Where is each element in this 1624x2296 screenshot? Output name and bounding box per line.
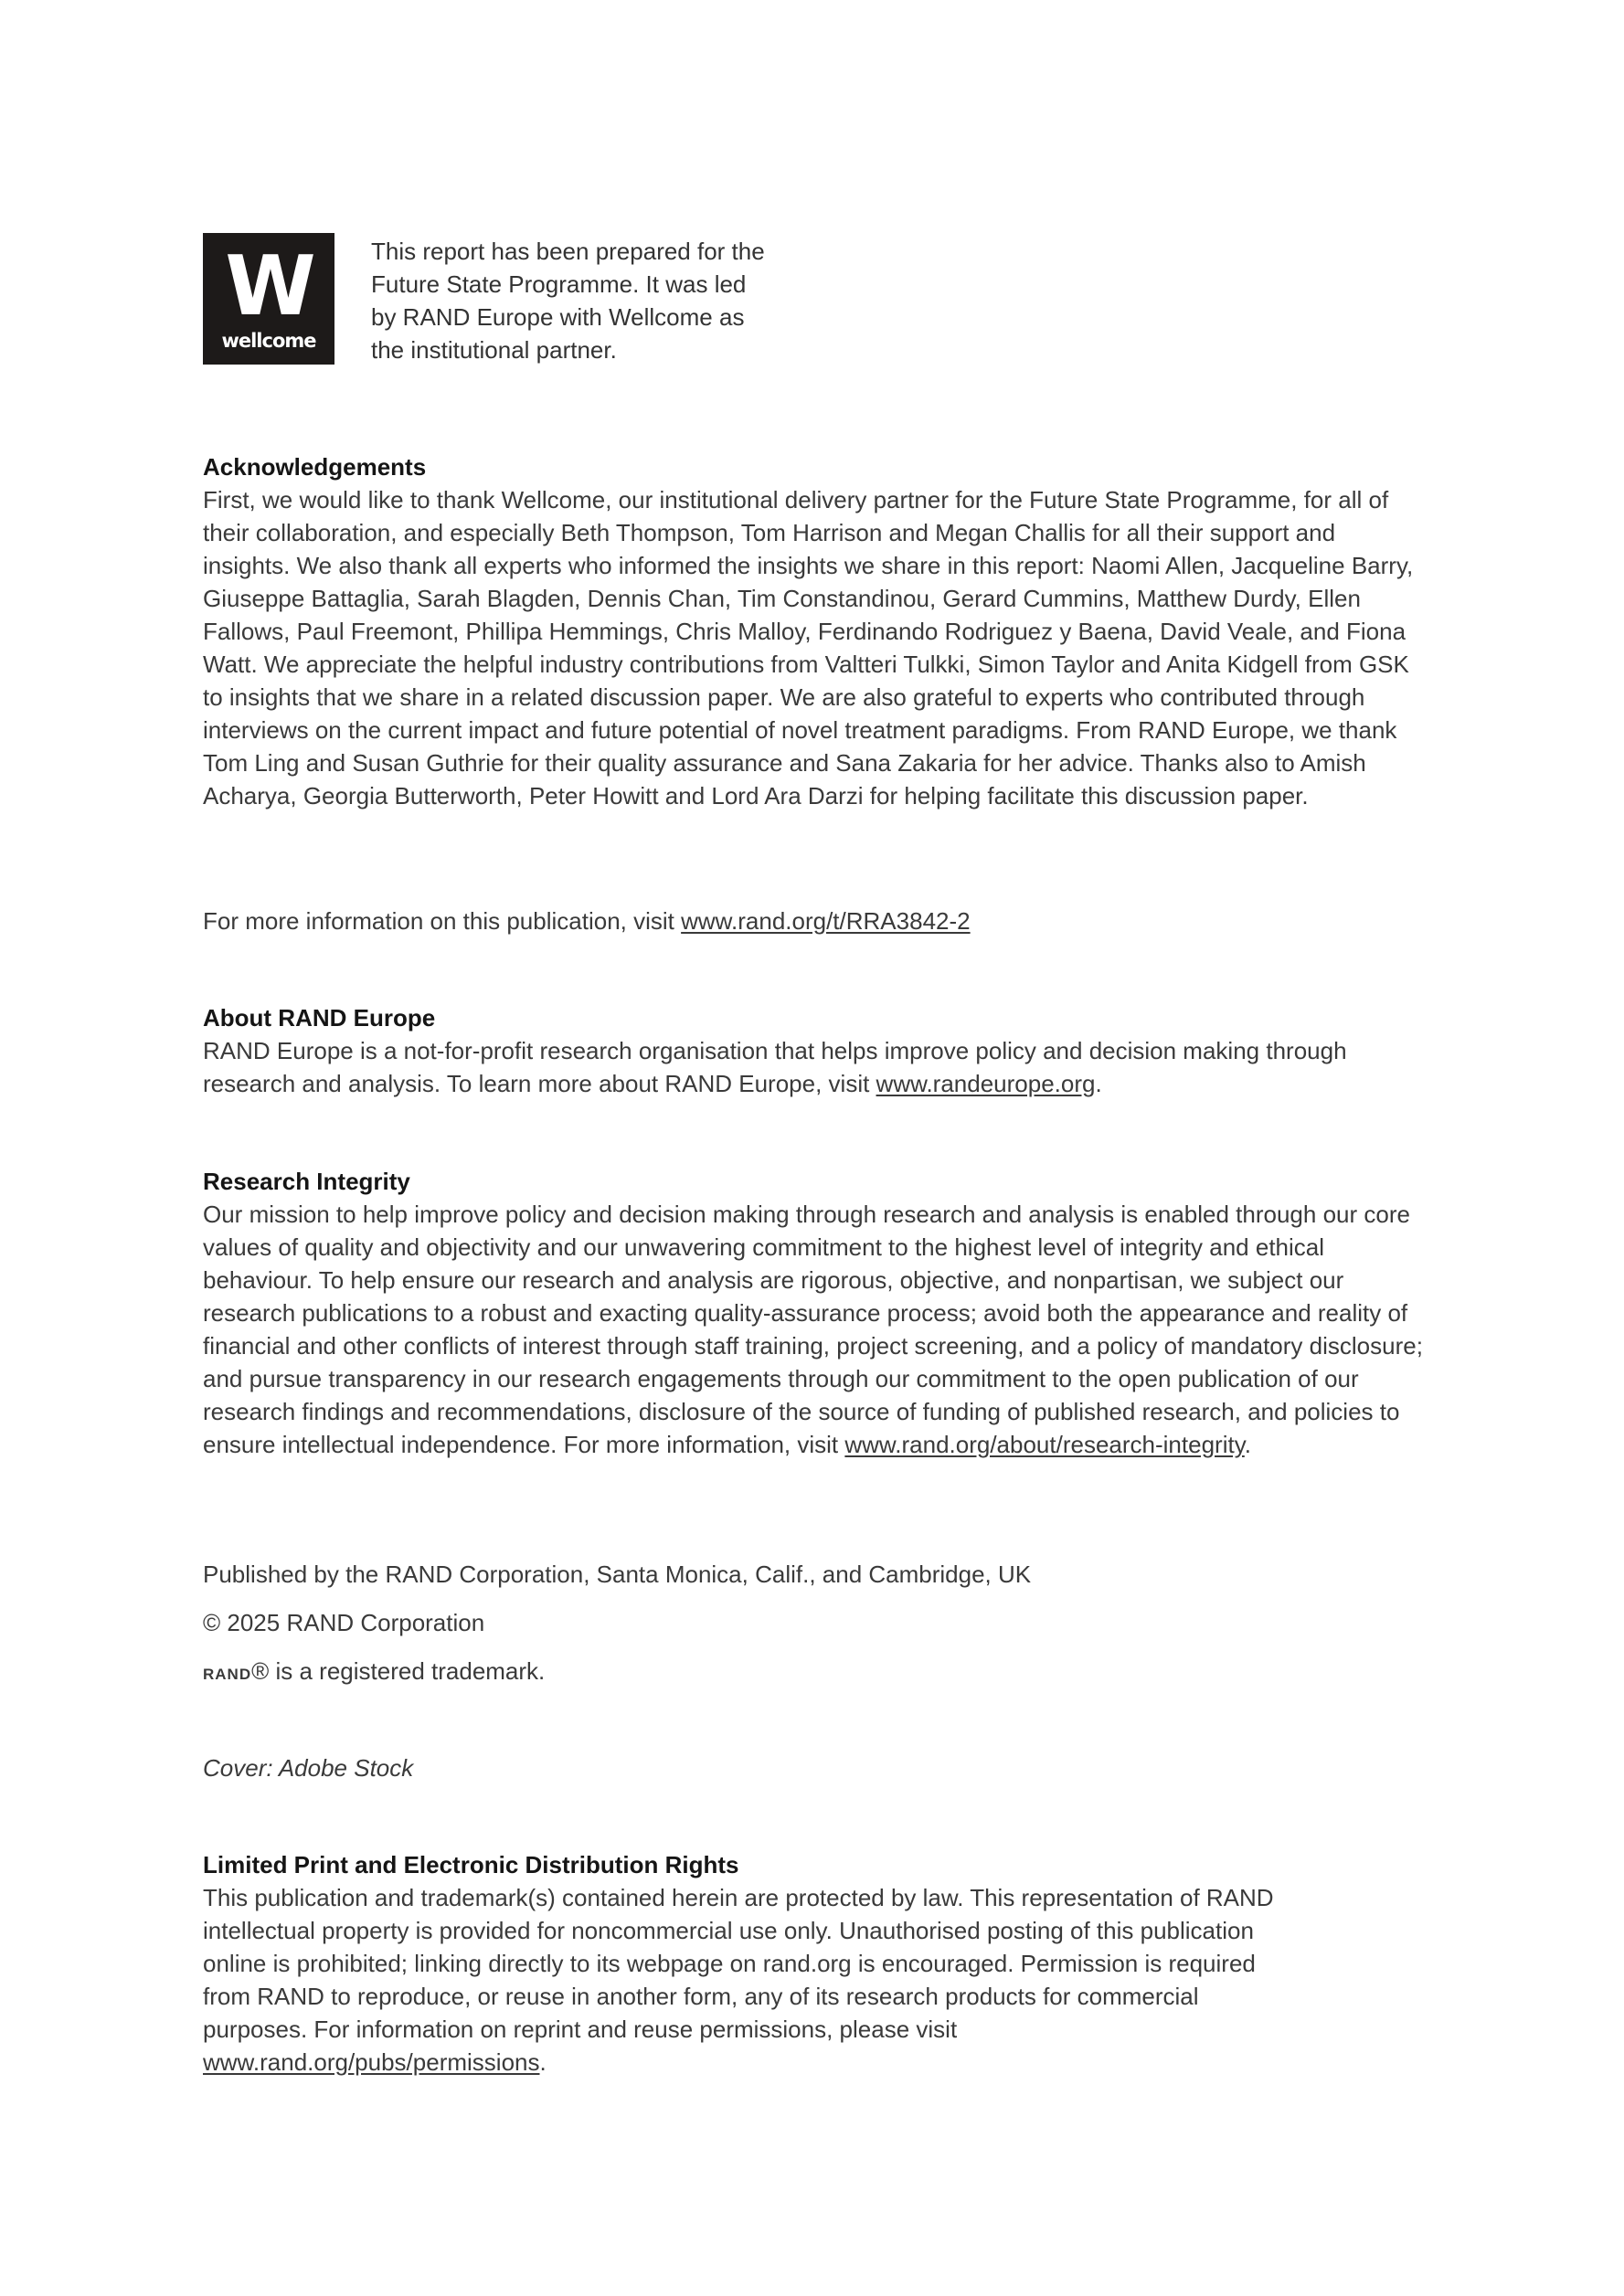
rights-heading: Limited Print and Electronic Distribution Rights: [203, 1851, 739, 1878]
wellcome-logo: [203, 233, 334, 365]
more-info-text: [203, 905, 1428, 937]
integrity-suffix: .: [1244, 1431, 1252, 1458]
document-page: [203, 233, 1428, 2076]
copyright: [203, 1606, 1428, 1639]
partner-statement: This report has been prepared for the Future State Programme. It was led by RAND Europe with Wellcome as the institutional partner.: [371, 238, 765, 364]
cover-credit-text: Cover: Adobe Stock: [203, 1754, 414, 1782]
trademark-text: [203, 1655, 1428, 1691]
acknowledgements-heading: Acknowledgements: [203, 453, 427, 481]
integrity-text: Our mission to help improve policy and decision making through research and analysis is enabled through our core values of quality and objectivity and our unwavering commitment to the highest level of integrity and ethical behaviour. To help ensure our research and analysis are rigorous, objective, and nonpartisan, we subject our research publications to a robust and exacting quality-assurance process; avoid both the appearance and reality of financial and other conflicts of interest through staff training, project screening, and a policy of mandatory disclosure; and pursue transparency in our research engagements through our commitment to the open publication of our research findings and recommendations, disclosure of the source of funding of published research, and policies to ensure intellectual independence. For more information, visit: [203, 1201, 1423, 1458]
published-by-text: Published by the RAND Corporation, Santa Monica, Calif., and Cambridge, UK: [203, 1561, 1032, 1588]
wellcome-logo-word: wellcome: [221, 330, 316, 352]
published-by: [203, 1558, 1428, 1591]
copyright-text: © 2025 RAND Corporation: [203, 1609, 485, 1636]
about-text: RAND Europe is a not-for-profit research organisation that helps improve policy and decision making through research and analysis. To learn more about RAND Europe, visit: [203, 1037, 1347, 1097]
integrity-heading: Research Integrity: [203, 1168, 410, 1195]
integrity-body: [203, 1198, 1428, 1461]
permissions-link[interactable]: www.rand.org/pubs/permissions: [203, 2048, 540, 2076]
more-info-label: For more information on this publication, visit: [203, 907, 682, 935]
cover-credit: [203, 1751, 1428, 1784]
acknowledgements-section: [203, 450, 1428, 812]
about-section: [203, 1001, 1428, 1100]
integrity-section: [203, 1165, 1428, 1461]
wellcome-logo-letter: W: [225, 238, 313, 334]
rand-wordmark: RAND: [203, 1666, 252, 1683]
rights-section: [203, 1848, 1428, 2079]
acknowledgements-body: First, we would like to thank Wellcome, our institutional delivery partner for the Future State Programme, for all of their collaboration, and especially Beth Thompson, Tom Harrison and Megan Challis for all their support and insights. We also thank all experts who informed the insights we share in this report: Naomi Allen, Jacqueline Barry, Giuseppe Battaglia, Sarah Blagden, Dennis Chan, Tim Constandinou, Gerard Cummins, Matthew Durdy, Ellen Fallows, Paul Freemont, Phillipa Hemmings, Chris Malloy, Ferdinando Rodriguez y Baena, David Veale, and Fiona Watt. We appreciate the helpful industry contributions from Valtteri Tulkki, Simon Taylor and Anita Kidgell from GSK to insights that we share in a related discussion paper. We are also grateful to experts who contributed through interviews on the current impact and future potential of novel treatment paradigms. From RAND Europe, we thank Tom Ling and Susan Guthrie for their quality assurance and Sana Zakaria for her advice. Thanks also to Amish Acharya, Georgia Butterworth, Peter Howitt and Lord Ara Darzi for helping facilitate this discussion paper.: [203, 486, 1414, 809]
randeurope-link[interactable]: www.randeurope.org: [876, 1070, 1096, 1097]
about-body: [203, 1034, 1428, 1100]
integrity-link[interactable]: www.rand.org/about/research-integrity: [844, 1431, 1245, 1458]
rights-body: [203, 1881, 1300, 2079]
about-heading: About RAND Europe: [203, 1004, 436, 1032]
partner-block: [203, 233, 1428, 370]
trademark: [203, 1655, 1428, 1691]
rights-text: This publication and trademark(s) contained herein are protected by law. This representation of RAND intellectual property is provided for noncommercial use only. Unauthorised posting of this publication online is prohibited; linking directly to its webpage on rand.org is encouraged. Permission is required from RAND to reproduce, or reuse in another form, any of its research products for commercial purposes. For information on reprint and reuse permissions, please visit: [203, 1884, 1274, 2043]
more-info-section: [203, 905, 1428, 937]
trademark-statement: ® is a registered trademark.: [251, 1657, 546, 1685]
publication-link[interactable]: www.rand.org/t/RRA3842-2: [681, 907, 971, 935]
about-suffix: .: [1095, 1070, 1102, 1097]
rights-suffix: .: [539, 2048, 547, 2076]
